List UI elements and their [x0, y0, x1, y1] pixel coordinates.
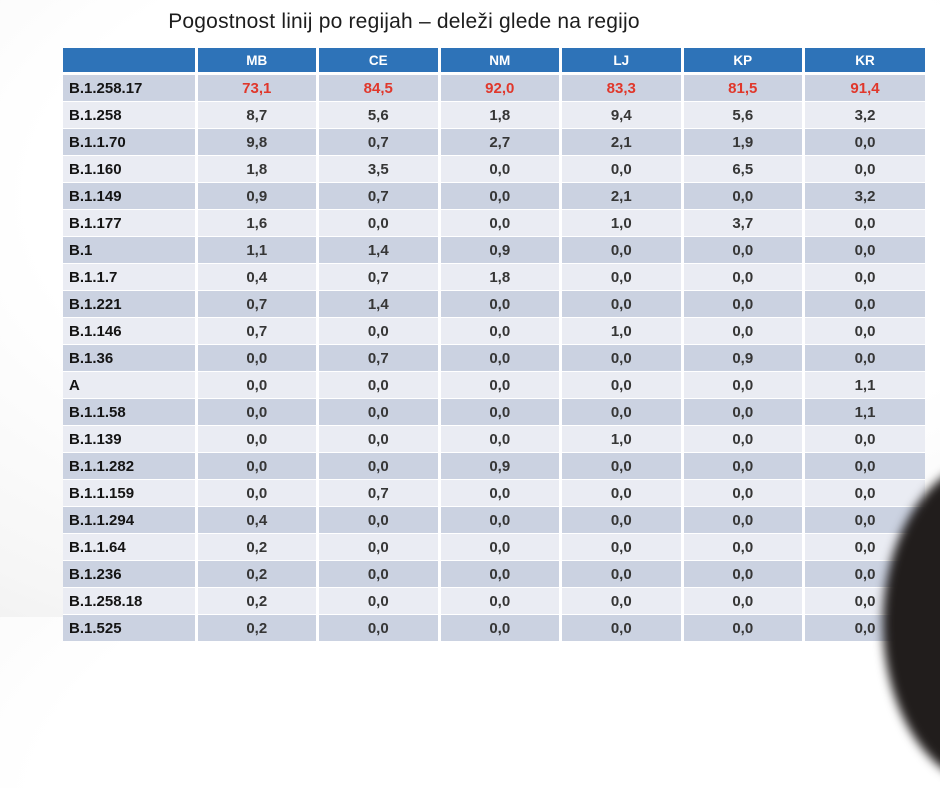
value-cell: 0,9 — [196, 183, 318, 210]
value-cell: 0,0 — [682, 480, 804, 507]
value-cell: 0,4 — [196, 507, 318, 534]
value-cell: 83,3 — [561, 74, 683, 102]
value-cell: 0,7 — [318, 480, 440, 507]
value-cell: 0,0 — [682, 183, 804, 210]
value-cell: 0,2 — [196, 588, 318, 615]
table-row — [63, 345, 925, 372]
value-cell: 0,9 — [439, 237, 561, 264]
value-cell: 0,0 — [682, 372, 804, 399]
value-cell: 84,5 — [318, 74, 440, 102]
value-cell: 0,0 — [804, 210, 926, 237]
value-cell: 0,0 — [439, 183, 561, 210]
row-label: B.1.146 — [63, 318, 196, 345]
value-cell: 0,0 — [318, 534, 440, 561]
table-row — [63, 318, 925, 345]
value-cell: 0,0 — [439, 210, 561, 237]
value-cell: 3,7 — [682, 210, 804, 237]
row-label: B.1.1.282 — [63, 453, 196, 480]
row-label: B.1.1.159 — [63, 480, 196, 507]
value-cell: 0,0 — [561, 480, 683, 507]
value-cell: 0,0 — [804, 615, 926, 642]
value-cell: 3,5 — [318, 156, 440, 183]
row-label: B.1.236 — [63, 561, 196, 588]
table-row — [63, 291, 925, 318]
corner-header-cell — [63, 48, 196, 74]
value-cell: 9,4 — [561, 102, 683, 129]
column-header-ce: CE — [318, 48, 440, 74]
value-cell: 0,0 — [561, 615, 683, 642]
column-header-mb: MB — [196, 48, 318, 74]
table-row — [63, 507, 925, 534]
row-label: B.1.1.7 — [63, 264, 196, 291]
value-cell: 0,0 — [196, 480, 318, 507]
row-label: B.1.1.70 — [63, 129, 196, 156]
value-cell: 0,0 — [196, 453, 318, 480]
value-cell: 1,8 — [439, 102, 561, 129]
value-cell: 0,2 — [196, 534, 318, 561]
value-cell: 0,4 — [196, 264, 318, 291]
value-cell: 0,0 — [561, 156, 683, 183]
value-cell: 0,0 — [561, 264, 683, 291]
table-row — [63, 156, 925, 183]
value-cell: 1,0 — [561, 210, 683, 237]
table-row — [63, 102, 925, 129]
value-cell: 0,2 — [196, 615, 318, 642]
value-cell: 0,0 — [561, 507, 683, 534]
table-header-row — [63, 48, 925, 74]
value-cell: 0,0 — [804, 588, 926, 615]
row-label: B.1.258.17 — [63, 74, 196, 102]
value-cell: 0,0 — [804, 534, 926, 561]
value-cell: 0,0 — [318, 426, 440, 453]
value-cell: 0,0 — [804, 345, 926, 372]
value-cell: 0,0 — [318, 372, 440, 399]
value-cell: 0,0 — [439, 507, 561, 534]
value-cell: 0,0 — [561, 453, 683, 480]
table-row — [63, 74, 925, 102]
value-cell: 73,1 — [196, 74, 318, 102]
value-cell: 0,0 — [804, 237, 926, 264]
value-cell: 0,0 — [318, 210, 440, 237]
value-cell: 0,0 — [682, 291, 804, 318]
value-cell: 0,0 — [804, 318, 926, 345]
value-cell: 0,9 — [439, 453, 561, 480]
value-cell: 2,1 — [561, 183, 683, 210]
value-cell: 0,0 — [561, 291, 683, 318]
value-cell: 5,6 — [318, 102, 440, 129]
table-row — [63, 426, 925, 453]
value-cell: 1,0 — [561, 318, 683, 345]
value-cell: 5,6 — [682, 102, 804, 129]
value-cell: 8,7 — [196, 102, 318, 129]
row-label: B.1.1.58 — [63, 399, 196, 426]
value-cell: 0,0 — [804, 453, 926, 480]
value-cell: 0,0 — [682, 399, 804, 426]
column-header-nm: NM — [439, 48, 561, 74]
table-row — [63, 534, 925, 561]
value-cell: 0,0 — [682, 264, 804, 291]
column-header-lj: LJ — [561, 48, 683, 74]
value-cell: 0,0 — [196, 399, 318, 426]
value-cell: 0,0 — [439, 399, 561, 426]
value-cell: 0,0 — [804, 426, 926, 453]
value-cell: 0,0 — [196, 345, 318, 372]
row-label: B.1.221 — [63, 291, 196, 318]
value-cell: 0,0 — [561, 345, 683, 372]
row-label: B.1 — [63, 237, 196, 264]
value-cell: 0,0 — [439, 345, 561, 372]
value-cell: 2,1 — [561, 129, 683, 156]
region-frequency-table — [63, 48, 925, 641]
value-cell: 1,1 — [804, 399, 926, 426]
value-cell: 2,7 — [439, 129, 561, 156]
value-cell: 0,0 — [318, 453, 440, 480]
value-cell: 81,5 — [682, 74, 804, 102]
value-cell: 0,0 — [804, 507, 926, 534]
value-cell: 0,0 — [804, 129, 926, 156]
value-cell: 1,4 — [318, 237, 440, 264]
value-cell: 0,0 — [561, 237, 683, 264]
value-cell: 0,0 — [196, 426, 318, 453]
column-header-kr: KR — [804, 48, 926, 74]
value-cell: 0,0 — [682, 453, 804, 480]
value-cell: 0,0 — [196, 372, 318, 399]
table-row — [63, 237, 925, 264]
value-cell: 0,0 — [561, 399, 683, 426]
value-cell: 9,8 — [196, 129, 318, 156]
row-label: B.1.1.64 — [63, 534, 196, 561]
value-cell: 0,0 — [318, 399, 440, 426]
value-cell: 0,0 — [682, 588, 804, 615]
value-cell: 0,0 — [804, 561, 926, 588]
table-row — [63, 210, 925, 237]
value-cell: 0,0 — [682, 426, 804, 453]
value-cell: 92,0 — [439, 74, 561, 102]
value-cell: 1,4 — [318, 291, 440, 318]
table-row — [63, 453, 925, 480]
slide-title: Pogostnost linij po regijah – deleži glede na regijo — [168, 10, 640, 33]
row-label: B.1.36 — [63, 345, 196, 372]
value-cell: 0,7 — [318, 129, 440, 156]
value-cell: 0,0 — [561, 534, 683, 561]
value-cell: 1,6 — [196, 210, 318, 237]
row-label: A — [63, 372, 196, 399]
table-row — [63, 399, 925, 426]
value-cell: 0,0 — [439, 480, 561, 507]
value-cell: 0,0 — [439, 426, 561, 453]
value-cell: 0,0 — [561, 372, 683, 399]
value-cell: 0,2 — [196, 561, 318, 588]
value-cell: 0,0 — [682, 507, 804, 534]
value-cell: 1,1 — [196, 237, 318, 264]
value-cell: 0,0 — [682, 615, 804, 642]
value-cell: 3,2 — [804, 183, 926, 210]
value-cell: 1,8 — [196, 156, 318, 183]
row-label: B.1.149 — [63, 183, 196, 210]
value-cell: 0,0 — [439, 588, 561, 615]
value-cell: 0,0 — [439, 291, 561, 318]
value-cell: 0,0 — [804, 156, 926, 183]
table-row — [63, 615, 925, 642]
value-cell: 6,5 — [682, 156, 804, 183]
value-cell: 0,0 — [439, 372, 561, 399]
value-cell: 0,0 — [439, 561, 561, 588]
table-row — [63, 129, 925, 156]
value-cell: 0,0 — [804, 291, 926, 318]
value-cell: 0,7 — [196, 318, 318, 345]
value-cell: 0,0 — [439, 318, 561, 345]
value-cell: 0,0 — [682, 318, 804, 345]
value-cell: 0,0 — [318, 615, 440, 642]
value-cell: 0,0 — [439, 615, 561, 642]
value-cell: 0,0 — [318, 561, 440, 588]
value-cell: 0,0 — [804, 264, 926, 291]
value-cell: 0,7 — [318, 264, 440, 291]
value-cell: 0,0 — [318, 318, 440, 345]
value-cell: 0,9 — [682, 345, 804, 372]
value-cell: 0,0 — [318, 507, 440, 534]
column-header-kp: KP — [682, 48, 804, 74]
row-label: B.1.139 — [63, 426, 196, 453]
row-label: B.1.258 — [63, 102, 196, 129]
value-cell: 0,0 — [561, 588, 683, 615]
table-row — [63, 588, 925, 615]
value-cell: 0,7 — [196, 291, 318, 318]
value-cell: 0,7 — [318, 345, 440, 372]
value-cell: 91,4 — [804, 74, 926, 102]
row-label: B.1.160 — [63, 156, 196, 183]
value-cell: 0,7 — [318, 183, 440, 210]
row-label: B.1.177 — [63, 210, 196, 237]
value-cell: 0,0 — [682, 534, 804, 561]
value-cell: 0,0 — [318, 588, 440, 615]
table-row — [63, 183, 925, 210]
table-row — [63, 480, 925, 507]
value-cell: 0,0 — [561, 561, 683, 588]
row-label: B.1.525 — [63, 615, 196, 642]
row-label: B.1.1.294 — [63, 507, 196, 534]
table-row — [63, 372, 925, 399]
row-label: B.1.258.18 — [63, 588, 196, 615]
value-cell: 3,2 — [804, 102, 926, 129]
value-cell: 1,9 — [682, 129, 804, 156]
value-cell: 1,8 — [439, 264, 561, 291]
value-cell: 1,0 — [561, 426, 683, 453]
value-cell: 1,1 — [804, 372, 926, 399]
value-cell: 0,0 — [804, 480, 926, 507]
value-cell: 0,0 — [682, 237, 804, 264]
table-row — [63, 264, 925, 291]
value-cell: 0,0 — [439, 534, 561, 561]
value-cell: 0,0 — [439, 156, 561, 183]
table-row — [63, 561, 925, 588]
value-cell: 0,0 — [682, 561, 804, 588]
